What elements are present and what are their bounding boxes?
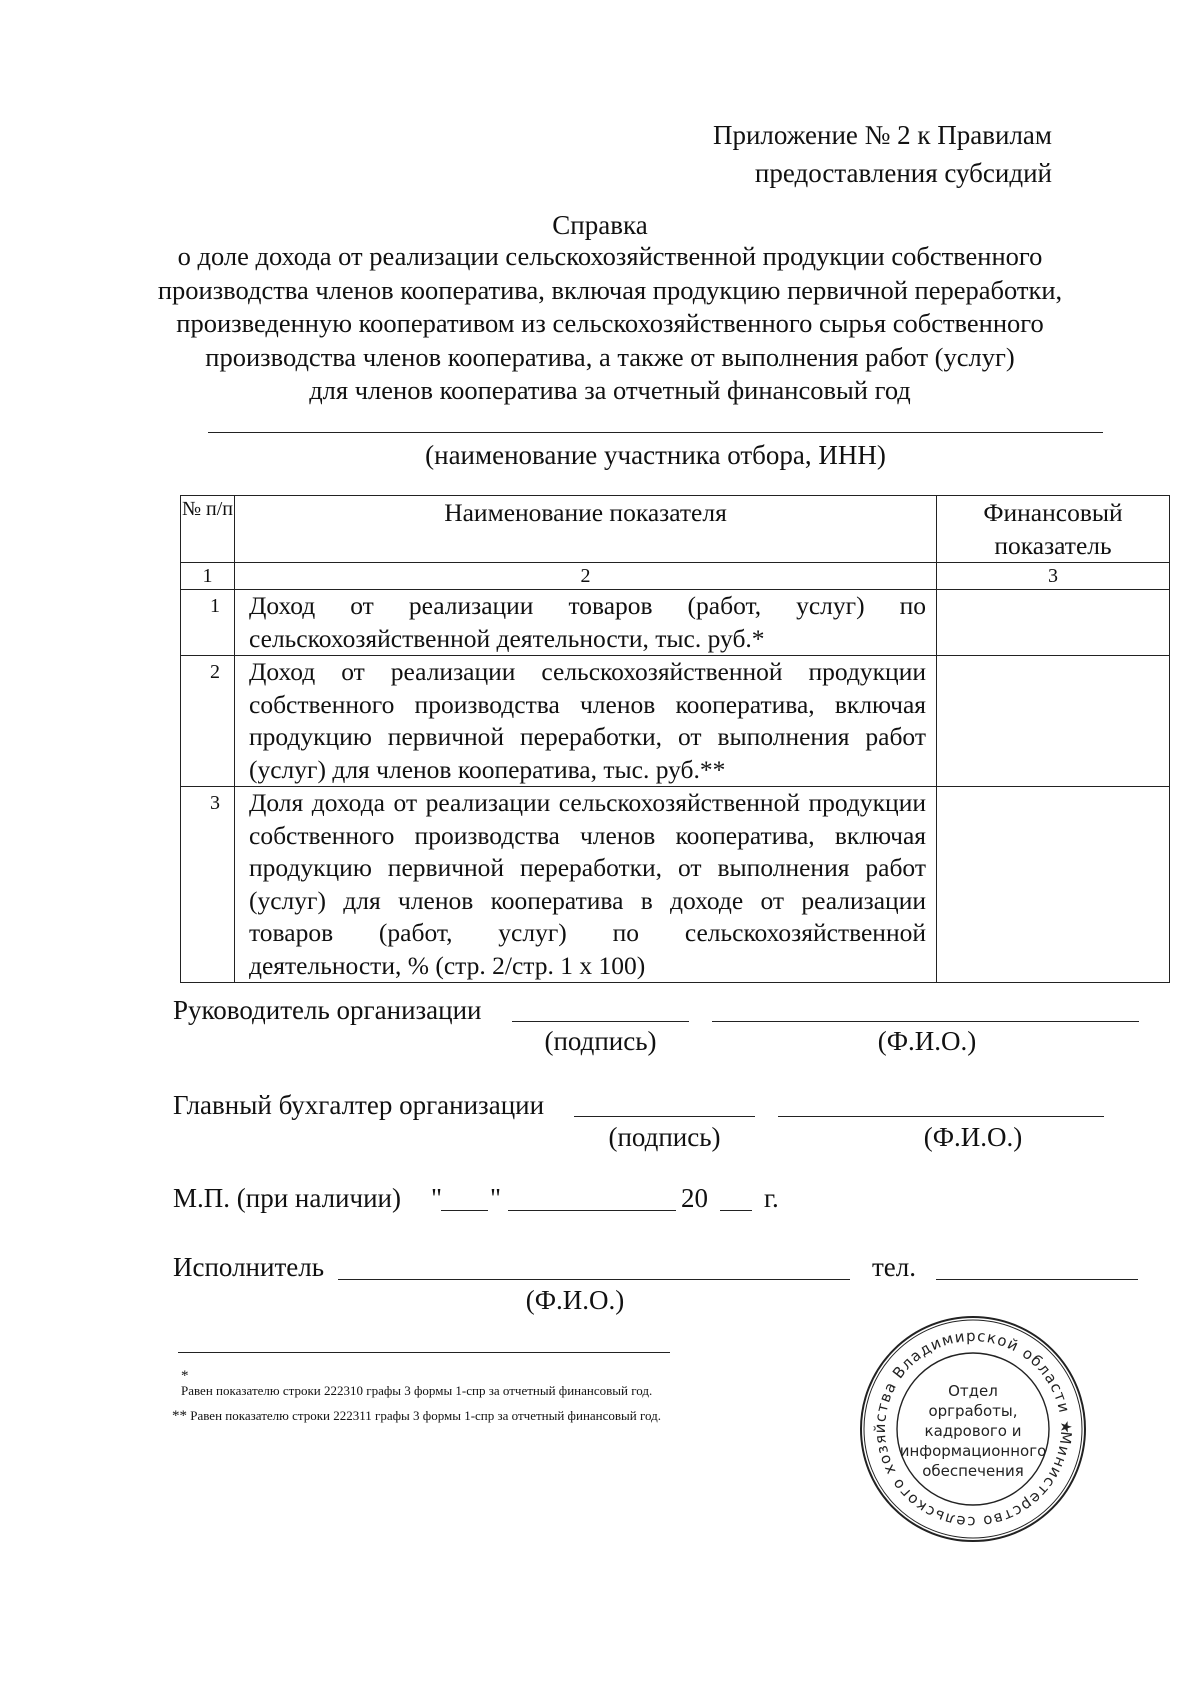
column-index: 3: [937, 563, 1170, 590]
head-signature-field[interactable]: [512, 1021, 689, 1022]
table-row: [181, 656, 1170, 787]
subtitle-line: производства членов кооператива, а также от выполнения работ (услуг): [205, 341, 1015, 372]
date-month-field[interactable]: [508, 1210, 676, 1211]
stamp-center-line: обеспечения: [922, 1462, 1024, 1480]
date-year-field[interactable]: [720, 1210, 752, 1211]
row-number: 1: [181, 590, 235, 656]
subtitle-line: для членов кооператива за отчетный финансовый год: [309, 375, 911, 405]
footnote-1: [181, 1368, 189, 1384]
participant-caption: (наименование участника отбора, ИНН): [425, 440, 886, 470]
header-name: Наименование показателя: [235, 496, 937, 563]
accountant-signature-field[interactable]: [574, 1116, 755, 1117]
footnote-mark: **: [172, 1408, 187, 1424]
subtitle-line: о доле дохода от реализации сельскохозяйственной продукции собственного: [177, 241, 1043, 271]
executor-fio-caption: (Ф.И.О.): [525, 1285, 625, 1315]
appendix-line-2: предоставления субсидий: [754, 158, 1052, 188]
footnote-1-text: Равен показателю строки 222310 графы 3 формы 1-спр за отчетный финансовый год.: [181, 1383, 653, 1398]
executor-label: Исполнитель: [173, 1252, 325, 1282]
executor-fio-field[interactable]: [338, 1279, 850, 1280]
indicators-table: [180, 495, 1170, 983]
appendix-line-1: Приложение № 2 к Правилам: [712, 120, 1052, 150]
row-number: 2: [181, 656, 235, 787]
head-label: Руководитель организации: [173, 995, 482, 1025]
table-index-row: [181, 563, 1170, 590]
subtitle-line: производства членов кооператива, включая продукцию первичной переработки,: [157, 274, 1063, 305]
date-year-prefix: 20: [681, 1183, 708, 1213]
stamp-ring-text-path: Министерство сельского хозяйства Владимирской области ★: [870, 1326, 1076, 1532]
phone-field[interactable]: [936, 1279, 1138, 1280]
date-open-quote: ": [431, 1183, 443, 1213]
stamp-center-line: информационного: [899, 1442, 1047, 1460]
row-number: 3: [181, 787, 235, 983]
stamp-center-text: [900, 1382, 1047, 1480]
stamp-center-line: Отдел: [948, 1382, 998, 1400]
header-value: Финансовый показатель: [937, 496, 1170, 563]
seal-label: М.П. (при наличии): [173, 1183, 401, 1213]
accountant-signature-caption: (подпись): [608, 1122, 721, 1152]
document-title: Справка: [552, 210, 648, 240]
footnote-2: [172, 1408, 661, 1424]
participant-name-field[interactable]: [208, 432, 1103, 433]
row-indicator-name: Доля дохода от реализации сельскохозяйственной продукции собственного производства членов кооператива, включая продукцию первичной переработки, от выполнения работ (услуг) для членов кооператива в доходе от реализации товаров (работ, услуг) по сельскохозяйственной деятельности, % (стр. 2/стр. 1 x 100): [235, 787, 937, 983]
document-subtitle: [110, 240, 1110, 408]
official-stamp: [858, 1314, 1088, 1544]
accountant-fio-caption: (Ф.И.О.): [923, 1122, 1023, 1152]
footnote-2-text: Равен показателю строки 222311 графы 3 формы 1-спр за отчетный финансовый год.: [190, 1408, 661, 1423]
head-signature-caption: (подпись): [544, 1026, 657, 1056]
row-value-cell[interactable]: [937, 787, 1170, 983]
row-value-cell[interactable]: [937, 590, 1170, 656]
row-indicator-name: Доход от реализации товаров (работ, услуг) по сельскохозяйственной деятельности, тыс. руб.*: [235, 590, 937, 656]
table-header-row: [181, 496, 1170, 563]
date-close-quote: ": [490, 1183, 502, 1213]
accountant-label: Главный бухгалтер организации: [173, 1090, 545, 1120]
head-fio-caption: (Ф.И.О.): [877, 1026, 977, 1056]
stamp-center-line: оргработы,: [928, 1402, 1018, 1420]
appendix-note: [713, 116, 1052, 192]
date-year-suffix: г.: [764, 1183, 779, 1213]
subtitle-line: произведенную кооперативом из сельскохозяйственного сырья собственного: [176, 308, 1044, 338]
footnote-mark: *: [181, 1368, 189, 1384]
header-num: № п/п: [181, 496, 235, 563]
date-day-field[interactable]: [441, 1210, 488, 1211]
table-row: [181, 590, 1170, 656]
accountant-fio-field[interactable]: [778, 1116, 1104, 1117]
footnote-divider: [178, 1352, 670, 1353]
table-row: [181, 787, 1170, 983]
row-value-cell[interactable]: [937, 656, 1170, 787]
phone-label: тел.: [872, 1252, 917, 1282]
row-indicator-name: Доход от реализации сельскохозяйственной продукции собственного производства членов кооператива, включая продукцию первичной переработки, от выполнения работ (услуг) для членов кооператива, тыс. руб.**: [235, 656, 937, 787]
column-index: 2: [235, 563, 937, 590]
column-index: 1: [181, 563, 235, 590]
head-fio-field[interactable]: [712, 1021, 1139, 1022]
stamp-center-line: кадрового и: [924, 1422, 1022, 1440]
